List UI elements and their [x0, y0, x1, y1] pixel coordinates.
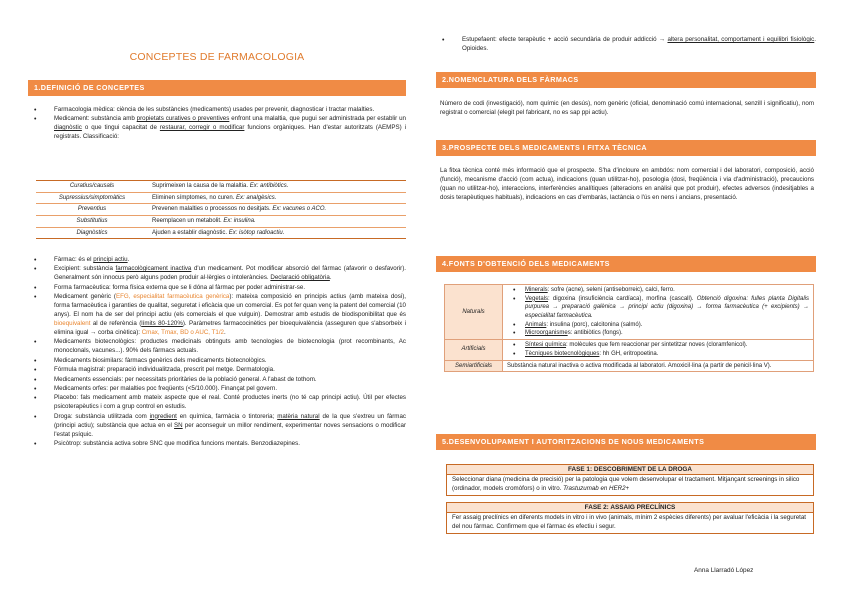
- section-heading-2: 2.NOMENCLATURA DELS FÀRMACS: [436, 72, 816, 88]
- naturals-list: [507, 286, 809, 338]
- phase-2-text: Fer assaig preclínics en diferents models in vitro i in vivo (animals, mínim 2 espècies diferents) per avaluar l'eficàcia i la seguretat del nou fàrmac. Confirmem que el fàrmac és efectiu i segur.: [452, 514, 807, 530]
- phase-1-title: FASE 1: DESCOBRIMENT DE LA DROGA: [447, 465, 813, 475]
- table-row: Naturals • Minerals: sofre (acne), seleni (antiseborreic), calci, ferro. • Vegetals: digoxina (insuficiència cardíaca), morfina (cascall). Obtenció digoxina: fulles planta Digitalis purpurea → preparació galènica → principi actiu (digoxina) → forma farmacèutica (+ excipients) → especialitat farmacèutica. • Animals: insulina (porc), calcitonina (salmó). • Microorganismes: antibiòtics (fongs).: [445, 285, 814, 340]
- list-item: • Fàrmac: és el principi actiu.: [28, 256, 406, 265]
- list-item: • Medicaments biotecnològics: productes medicinals obtinguts amb tecnologies de biotecnologia (prot recombinants, Ac monoclonals, vacunes...). 90% dels fàrmacs actuals.: [28, 338, 406, 356]
- classification-table: [36, 180, 406, 239]
- table-row: Artificials • Síntesi química: molècules que fem reaccionar per sintetitzar noves (cloramfenicol). • Tècniques biotecnològiques: hh GH, eritropoetina.: [445, 340, 814, 360]
- list-item: • Estupefaent: efecte terapèutic + acció secundària de produir addicció → altera personalitat, comportament i equilibri fisiològic. Opioides.: [436, 36, 816, 54]
- prospectus-text: La fitxa tècnica conté més informació que el prospecte. S'ha d'incloure en ambdós: nom comercial i del laboratori, composició, acció (funció), mecanisme d'acció (com actua), indicacions (quan utilitzar-ho), posologia (dosi, freqüència i via d'administració), precaucions (quan no utilitzar-ho), interaccions, interferències analítiques (alteracions en anàlisi que pot produir), efectes adversos (indesitjables a dosis terapèutiques habituals), indicacions en cas d'embaràs, lactància o l'ús en nens i ancians, presentació.: [440, 167, 814, 201]
- concepts-list-b: [28, 256, 406, 449]
- list-item: • Psicòtrop: substància activa sobre SNC que modifica funcions mentals. Benzodiazepines.: [28, 440, 406, 449]
- table-row: Supressius/simptomàtics Eliminen símptomes, no curen. Ex: analgèsics.: [36, 192, 406, 204]
- list-item: • Excipient: substància farmacològicament inactiva d'un medicament. Pot modificar absorció del fàrmac (afavorir o desfavorir). Generalment són innocus però alguns poden produir al·lèrgies o intoleràncies. Declaració obligatòria.: [28, 265, 406, 283]
- page-title: CONCEPTES DE FARMACOLOGIA: [129, 51, 305, 63]
- phase-2-title: FASE 2: ASSAIG PRECLÍNICS: [447, 503, 813, 513]
- section-heading-4: 4.FONTS D'OBTENCIÓ DELS MEDICAMENTS: [436, 256, 816, 272]
- list-item: • Medicaments orfes: per malalties poc freqüents (<5/10.000). Finançat pel govern.: [28, 385, 406, 394]
- list-item: • Síntesi química: molècules que fem reaccionar per sintetitzar noves (cloramfenicol).: [507, 341, 809, 350]
- phase-1-box: [446, 464, 814, 496]
- table-row: Preventius Prevenen malalties o processos no desitjats. Ex: vacunes o ACO.: [36, 204, 406, 216]
- list-item: • Animals: insulina (porc), calcitonina (salmó).: [507, 321, 809, 330]
- table-row: Diagnòstics Ajuden a establir diagnòstic. Ex: isòtop radioactiu.: [36, 227, 406, 239]
- section-heading-5: 5.DESENVOLUPAMENT I AUTORITZACIONS DE NOUS MEDICAMENTS: [436, 434, 816, 450]
- list-item: • Farmacologia mèdica: ciència de les substàncies (medicaments) usades per prevenir, diagnosticar i tractar malalties.: [28, 106, 406, 115]
- list-item: • Tècniques biotecnològiques: hh GH, eritropoetina.: [507, 350, 809, 359]
- author-name: Anna Llarradó López: [694, 567, 754, 574]
- list-item: • Minerals: sofre (acne), seleni (antiseborreic), calci, ferro.: [507, 286, 809, 295]
- table-row: Semiartificials Substància natural inactiva o activa modificada al laboratori. Amoxicil·lina (a partir de penicil·lina V).: [445, 360, 814, 372]
- table-row: Substitutius Reemplacen un metabolit. Ex: insulina.: [36, 216, 406, 228]
- nomenclature-text: Número de codi (investigació), nom químic (en desús), nom genèric (oficial, denominació comú internacional, senzill i significatiu), nom registrat o comercial (elegit pel fabricant, no es sap ppi actiu).: [440, 100, 814, 116]
- table-row: Curatius/causals Suprimeixen la causa de la malaltia. Ex: antibiòtics.: [36, 181, 406, 193]
- list-item: • Forma farmacèutica: forma física externa que se li dóna al fàrmac per poder administrar-se.: [28, 284, 406, 293]
- list-item: • Medicament genèric (EFG, especialitat farmacèutica genèrica): mateixa composició en principis actius (amb mateixa dosi), forma farmacèutica i garanties de qualitat, seguretat i eficàcia que un comercial. Es pot fer quan venç la patent del comercial (10 anys). El nom ha de ser del principi actiu (els comercials el que vulguin). Demostrar amb estudis de biodisponibilitat que és bioequivalent al de referència (límits 80-120%). Paràmetres farmacocinètics per bioequivalència (asseguren que s'absorbeix i elimina igual → corba cinètica): Cmax, Tmax, BD o AUC, T1/2.: [28, 293, 406, 338]
- phase-1-text: Seleccionar diana (medicina de precisió) per la patologia que volem desenvolupar el tractament. Mitjançant screenings in silico (ordinador, models cromòfors) o in vitro. Trastuzumab en HER2+: [452, 476, 800, 492]
- artificials-list: [507, 341, 809, 358]
- list-item: • Droga: substància utilitzada com ingredient en química, farmàcia o tintoreria; matèria natural de la que s'extreu un fàrmac (principi actiu); substància que actua en el SN per aconseguir un millor rendiment, experimentar noves sensacions o modificar l'estat psíquic.: [28, 413, 406, 440]
- section-heading-3: 3.PROSPECTE DELS MEDICAMENTS I FITXA TÈCNICA: [436, 140, 816, 156]
- list-item: • Medicaments biosimilars: fàrmacs genèrics dels medicaments biotecnològics.: [28, 357, 406, 366]
- phase-2-box: [446, 502, 814, 534]
- list-item: • Placebo: fals medicament amb mateix aspecte que el real. Conté productes inerts (no té cap principi actiu). Útil per efectes psicoterapèutics i com a grup control en estudis.: [28, 394, 406, 412]
- list-item: • Medicament: substància amb propietats curatives o preventives enfront una malaltia, que pugui ser administrada per establir un diagnòstic o que tingui capacitat de restaurar, corregir o modificar funcions orgàniques. Han d'estar autoritzats (AEMPS) i registrats. Classificació:: [28, 115, 406, 142]
- list-item: • Microorganismes: antibiòtics (fongs).: [507, 329, 809, 338]
- list-item: • Vegetals: digoxina (insuficiència cardíaca), morfina (cascall). Obtenció digoxina: fulles planta Digitalis purpurea → preparació galènica → principi actiu (digoxina) → forma farmacèutica (+ excipients) → especialitat farmacèutica.: [507, 295, 809, 321]
- sources-table: [444, 284, 814, 372]
- list-item: • Medicaments essencials: per necessitats prioritàries de la població general. A l'abast de tothom.: [28, 376, 406, 385]
- concepts-list-a: [28, 106, 406, 143]
- concepts-list-c: [436, 36, 816, 54]
- section-heading-1: 1.DEFINICIÓ DE CONCEPTES: [28, 80, 406, 96]
- list-item: • Fórmula magistral: preparació individualitzada, prescrit pel metge. Dermatologia.: [28, 366, 406, 375]
